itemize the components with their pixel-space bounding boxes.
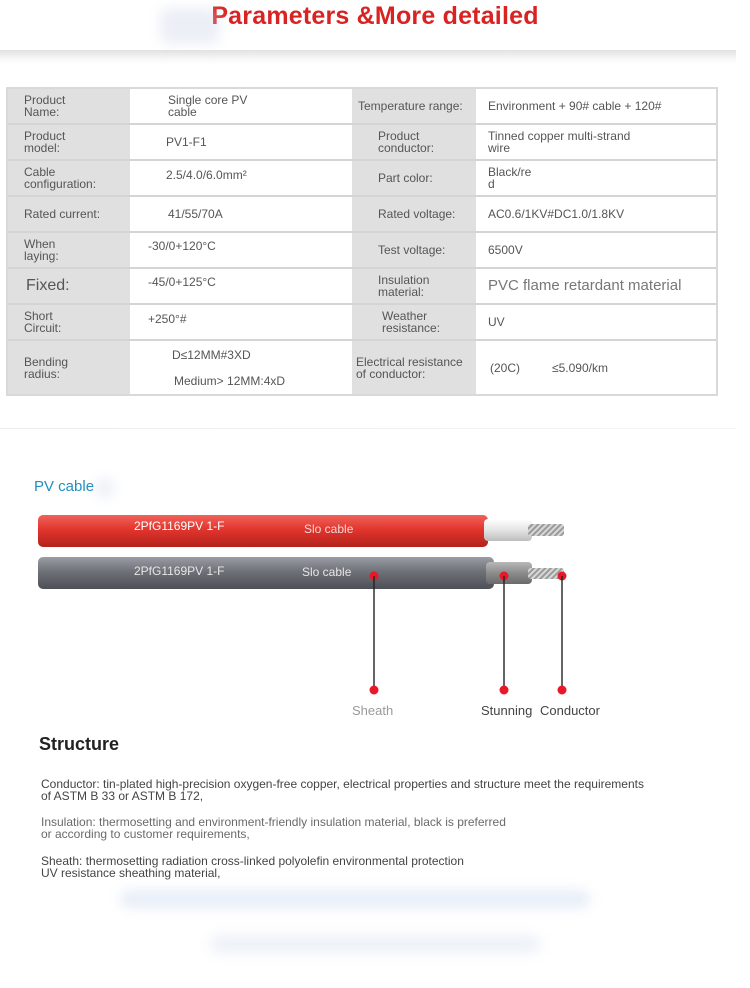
pv-cable-label: PV cable — [34, 478, 95, 495]
label-cable-configuration: Cable configuration: — [8, 161, 130, 195]
callout-sheath — [370, 572, 379, 695]
value-product-name: Single core PV cable — [130, 89, 352, 123]
value-rated-current: 41/55/70A — [130, 197, 352, 231]
label-weather-resistance: Weather resistance: — [352, 305, 476, 339]
value-when-laying: -30/0+120°C — [130, 233, 352, 267]
stunning-marker-bottom — [500, 686, 509, 695]
sheath-label: Sheath — [352, 703, 394, 718]
conductor-label: Conductor — [540, 703, 600, 718]
conductor-marker-bottom — [558, 686, 567, 695]
blurred-watermark — [160, 8, 220, 44]
stunning-label: Stunning — [481, 703, 533, 718]
param-row-bending — [8, 341, 716, 394]
label-product-model: Product model: — [8, 125, 130, 159]
blurred-watermark — [120, 890, 590, 908]
label-temperature-range: Temperature range: — [352, 89, 476, 123]
blurred-watermark — [96, 478, 114, 498]
grey-cable-insulation — [486, 562, 532, 584]
sheath-marker-bottom — [370, 686, 379, 695]
label-product-name: Product Name: — [8, 89, 130, 123]
label-product-conductor: Product conductor: — [352, 125, 476, 159]
value-product-model: PV1-F1 — [130, 125, 352, 159]
sheath-description: Sheath: thermosetting radiation cross-linked polyolefin environmental protection UV resistance sheathing material, — [41, 854, 464, 880]
label-fixed: Fixed: — [8, 269, 130, 303]
param-row-configuration — [8, 161, 716, 197]
label-insulation-material: Insulation material: — [352, 269, 476, 303]
red-cable-insulation — [484, 519, 532, 541]
callout-conductor — [558, 572, 567, 695]
grey-cable-sheath — [38, 557, 494, 589]
parameters-table — [6, 87, 718, 396]
param-row-short-circuit — [8, 305, 716, 341]
red-cable-sheath — [38, 515, 488, 547]
red-cable-conductor — [528, 524, 564, 536]
value-weather-resistance: UV — [476, 305, 716, 339]
section-divider — [0, 428, 736, 429]
conductor-description: Conductor: tin-plated high-precision oxygen-free copper, electrical properties and structure meet the requirements of ASTM B 33 or ASTM B 172, — [41, 777, 644, 803]
param-row-model — [8, 125, 716, 161]
value-part-color: Black/re d — [476, 161, 716, 195]
title-shadow-band — [0, 50, 736, 64]
insulation-description: Insulation: thermosetting and environment-friendly insulation material, black is preferred or according to customer requirements, — [41, 815, 506, 841]
label-rated-current: Rated current: — [8, 197, 130, 231]
label-when-laying: When laying: — [8, 233, 130, 267]
cable-diagram — [30, 505, 590, 715]
grey-cable-brand: Slo cable — [302, 565, 352, 579]
structure-heading: Structure — [39, 734, 120, 754]
blurred-watermark — [210, 935, 540, 953]
value-electrical-resistance: (20C) ≤5.090/km — [476, 341, 716, 394]
value-insulation-material: PVC flame retardant material — [476, 269, 716, 303]
grey-cable — [38, 557, 564, 589]
value-fixed: -45/0+125°C — [130, 269, 352, 303]
value-bending-radius: D≤12MM#3XD Medium> 12MM:4xD — [130, 341, 352, 394]
param-row-name — [8, 89, 716, 125]
param-row-current — [8, 197, 716, 233]
page-title: Parameters &More detailed — [211, 2, 539, 30]
value-test-voltage: 6500V — [476, 233, 716, 267]
label-bending-radius: Bending radius: — [8, 341, 130, 394]
value-product-conductor: Tinned copper multi-strand wire — [476, 125, 716, 159]
value-temperature-range: Environment + 90# cable + 120# — [476, 89, 716, 123]
value-cable-configuration: 2.5/4.0/6.0mm² — [130, 161, 352, 195]
label-electrical-resistance: Electrical resistance of conductor: — [352, 341, 476, 394]
value-short-circuit: +250°# — [130, 305, 352, 339]
value-rated-voltage: AC0.6/1KV#DC1.0/1.8KV — [476, 197, 716, 231]
label-test-voltage: Test voltage: — [352, 233, 476, 267]
param-row-laying — [8, 233, 716, 269]
red-cable-brand: Slo cable — [304, 522, 354, 536]
grey-cable-print: 2PfG1169PV 1-F — [134, 564, 225, 578]
red-cable — [38, 515, 564, 547]
param-row-fixed — [8, 269, 716, 305]
label-short-circuit: Short Circuit: — [8, 305, 130, 339]
callout-stunning — [500, 572, 509, 695]
red-cable-print: 2PfG1169PV 1-F — [134, 519, 225, 533]
label-rated-voltage: Rated voltage: — [352, 197, 476, 231]
label-part-color: Part color: — [352, 161, 476, 195]
